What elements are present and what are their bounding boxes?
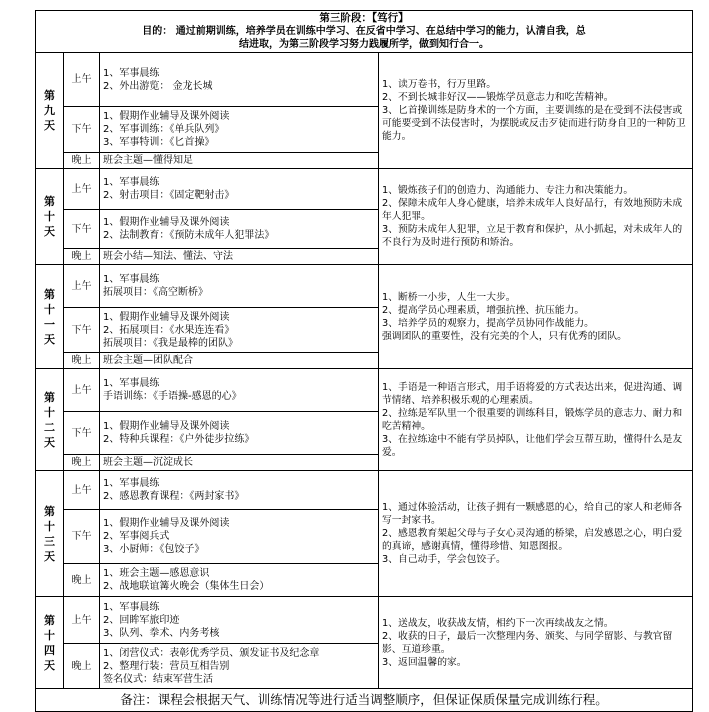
activity-cell (100, 369, 379, 412)
day-label (36, 369, 64, 471)
summary-line: 3、返回温馨的家。 (382, 656, 467, 668)
day-label-char: 一 (44, 317, 55, 331)
activity-line: 2、特种兵课程：《户外徒步拉练》 (103, 434, 255, 445)
activity-line: 2、外出游览： 金龙长城 (103, 80, 213, 92)
time-slot-label: 上午 (64, 471, 100, 510)
time-slot-label: 上午 (64, 169, 100, 210)
time-slot-label: 下午 (64, 308, 100, 353)
activity-cell (100, 412, 379, 455)
activity-line: 1、军事晨练 (103, 601, 160, 613)
day-label-char: 十 (44, 302, 55, 316)
day-label-char: 天 (44, 332, 55, 346)
training-schedule-sheet (35, 10, 692, 707)
time-slot-label: 上午 (64, 265, 100, 308)
schedule-row (36, 597, 693, 644)
activity-line: 1、班会主题—感恩意识 (103, 568, 210, 579)
day-label-char: 二 (44, 420, 55, 434)
summary-line: 1、送战友，收获战友情，相约下一次再续战友之情。 (382, 617, 614, 629)
summary-line: 1、读万卷书，行万里路。 (382, 79, 496, 90)
activity-line: 2、回眸军旅印迹 (103, 614, 180, 626)
time-slot-label: 晚上 (64, 153, 100, 169)
day-summary-cell (379, 597, 693, 689)
day-label-char: 第 (44, 390, 55, 404)
activity-line: 班会主题—团队配合 (103, 355, 193, 366)
activity-line: 3、队列、拳术、内务考核 (103, 627, 220, 639)
stage-title: 第三阶段：【笃行】 (319, 12, 409, 24)
activity-line: 1、假期作业辅导及课外阅读 (103, 311, 230, 323)
day-label-char: 第 (44, 89, 55, 102)
summary-line: 3、预防未成年人犯罪，立足于教育和保护，从小抓起，对未成年人的不良行为及时进行预防和矫治。 (382, 224, 683, 248)
activity-line: 3、小厨师：《包饺子》 (103, 544, 205, 555)
day-summary-cell (379, 369, 693, 471)
day-label-char: 九 (44, 104, 55, 117)
day-label-char: 十 (44, 519, 55, 533)
activity-cell (100, 107, 379, 153)
activity-line: 1、假期作业辅导及课外阅读 (103, 518, 230, 529)
activity-cell (100, 153, 379, 169)
schedule-row (36, 53, 693, 107)
day-label-char: 第 (44, 195, 55, 208)
day-label (36, 265, 64, 369)
schedule-row (36, 369, 693, 412)
day-label-char: 三 (44, 534, 55, 548)
activity-cell (100, 308, 379, 353)
summary-line: 2、不到长城非好汉——锻炼学员意志力和吃苦精神。 (382, 92, 614, 103)
activity-cell (100, 265, 379, 308)
activity-line: 1、假期作业辅导及课外阅读 (103, 421, 230, 432)
time-slot-label: 晚上 (64, 249, 100, 265)
activity-line: 1、军事晨练 (103, 67, 160, 79)
activity-cell (100, 644, 379, 689)
summary-line: 1、锻炼孩子们的创造力、沟通能力、专注力和决策能力。 (382, 185, 634, 196)
day-summary-cell (379, 53, 693, 169)
day-label-char: 天 (44, 435, 55, 449)
day-label-char: 天 (44, 658, 55, 672)
summary-line: 1、通过体验活动，让孩子拥有一颗感恩的心，给自己的家人和老师各写一封家书。 (382, 502, 683, 526)
summary-line: 1、断桥一小步，人生一大步。 (382, 291, 516, 303)
activity-line: 1、假期作业辅导及课外阅读 (103, 111, 230, 122)
activity-cell (100, 510, 379, 564)
summary-line: 2、拉练是军队里一个很重要的训练科目，锻炼学员的意志力、耐力和吃苦精神。 (382, 407, 683, 432)
activity-line: 3、军事特训：《匕首操》 (103, 137, 215, 148)
day-label (36, 169, 64, 265)
activity-line: 班会主题—沉淀成长 (103, 457, 193, 468)
activity-line: 2、法制教育：《预防未成年人犯罪法》 (103, 230, 275, 241)
time-slot-label: 晚上 (64, 564, 100, 597)
summary-line: 2、提高学员心理素质，增强抗挫、抗压能力。 (382, 304, 585, 316)
summary-line: 3、匕首操训练是防身术的一个方面，主要训练的是在受到不法侵害或可能要受到不法侵害时，为摆脱或反击歹徒而进行防身自卫的一种防卫能力。 (382, 105, 686, 142)
day-label-char: 十 (44, 405, 55, 419)
summary-line: 3、培养学员的观察力，提高学员协同作战能力。 (382, 317, 594, 329)
activity-line: 1、军事晨练 (103, 177, 160, 188)
day-summary-cell (379, 265, 693, 369)
activity-line: 2、战地联谊篝火晚会（集体生日会） (103, 581, 270, 592)
summary-line: 2、感恩教育架起父母与子女心灵沟通的桥梁，启发感恩之心，明白爱的真谛，感谢真情，懂得珍惜、知恩图报。 (382, 528, 683, 552)
activity-cell (100, 210, 379, 249)
time-slot-label: 下午 (64, 412, 100, 455)
activity-cell (100, 471, 379, 510)
schedule-row (36, 471, 693, 510)
activity-line: 班会主题—懂得知足 (103, 155, 193, 166)
activity-line: 2、军事阅兵式 (103, 531, 170, 542)
activity-line: 1、假期作业辅导及课外阅读 (103, 217, 230, 228)
schedule-table (35, 10, 693, 712)
schedule-row (36, 265, 693, 308)
time-slot-label: 晚上 (64, 644, 100, 689)
summary-line: 1、手语是一种语言形式，用手语将爱的方式表达出来，促进沟通、调节情绪、培养积极乐观的心理素质。 (382, 381, 683, 406)
day-label-char: 第 (44, 613, 55, 627)
stage-goal-line-1: 目的： 通过前期训练，培养学员在训练中学习、在反省中学习、在总结中学习的能力，认清自我，总 (142, 26, 586, 37)
day-label-char: 天 (44, 119, 55, 132)
activity-cell (100, 169, 379, 210)
activity-line: 拓展项目：《高空断桥》 (103, 287, 208, 298)
activity-line: 1、闭营仪式：表彰优秀学员、颁发证书及纪念章 (103, 647, 320, 659)
day-label-char: 天 (44, 225, 55, 238)
activity-line: 1、军事晨练 (103, 378, 160, 389)
day-label-char: 天 (44, 549, 55, 563)
day-label-char: 第 (44, 287, 55, 301)
time-slot-label: 上午 (64, 369, 100, 412)
activity-cell (100, 53, 379, 107)
summary-line: 3、在拉练途中不能有学员掉队，让他们学会互帮互助，懂得什么是友爱。 (382, 433, 683, 458)
activity-line: 2、整理行装：营员互相告别 (103, 660, 230, 672)
time-slot-label: 下午 (64, 510, 100, 564)
day-summary-cell (379, 169, 693, 265)
footer-note: 备注：课程会根据天气、训练情况等进行适当调整顺序，但保证保质保量完成训练行程。 (36, 689, 693, 712)
activity-line: 2、拓展项目：《水果连连看》 (103, 324, 235, 336)
schedule-row (36, 169, 693, 210)
footer-row (36, 689, 693, 712)
time-slot-label: 上午 (64, 53, 100, 107)
day-summary-cell (379, 471, 693, 597)
summary-line: 3、自己动手，学会包饺子。 (382, 554, 506, 565)
activity-line: 1、军事晨练 (103, 274, 160, 285)
day-label (36, 471, 64, 597)
summary-line: 2、保障未成年人身心健康，培养未成年人良好品行，有效地预防未成年人犯罪。 (382, 198, 683, 222)
stage-header-row (36, 11, 693, 53)
activity-cell (100, 455, 379, 471)
activity-line: 1、军事晨练 (103, 478, 160, 489)
activity-cell (100, 564, 379, 597)
summary-line: 强调团队的重要性，没有完美的个人，只有优秀的团队。 (382, 330, 627, 342)
day-label-char: 十 (44, 210, 55, 223)
day-label (36, 597, 64, 689)
activity-line: 手语训练：《手语操-感恩的心》 (103, 391, 242, 402)
activity-cell (100, 353, 379, 369)
day-label (36, 53, 64, 169)
summary-line: 2、收获的日子，最后一次整理内务、颁奖、与同学留影、与教官留影、互道珍重。 (382, 630, 673, 655)
activity-line: 签名仪式：结束军营生活 (103, 673, 213, 685)
time-slot-label: 下午 (64, 210, 100, 249)
time-slot-label: 上午 (64, 597, 100, 644)
stage-header-cell (36, 11, 693, 53)
day-label-char: 四 (44, 643, 55, 657)
activity-cell (100, 597, 379, 644)
time-slot-label: 下午 (64, 107, 100, 153)
day-label-char: 第 (44, 504, 55, 518)
activity-line: 2、射击项目：《固定靶射击》 (103, 190, 235, 201)
activity-line: 班会小结—知法、懂法、守法 (103, 251, 233, 262)
activity-cell (100, 249, 379, 265)
time-slot-label: 晚上 (64, 353, 100, 369)
day-label-char: 十 (44, 628, 55, 642)
activity-line: 2、感恩教育课程：《两封家书》 (103, 491, 245, 502)
time-slot-label: 晚上 (64, 455, 100, 471)
stage-goal-line-2: 结进取，为第三阶段学习努力践履所学，做到知行合一。 (239, 39, 490, 50)
activity-line: 拓展项目：《我是最棒的团队》 (103, 337, 238, 349)
activity-line: 2、军事训练：《单兵队列》 (103, 124, 225, 135)
